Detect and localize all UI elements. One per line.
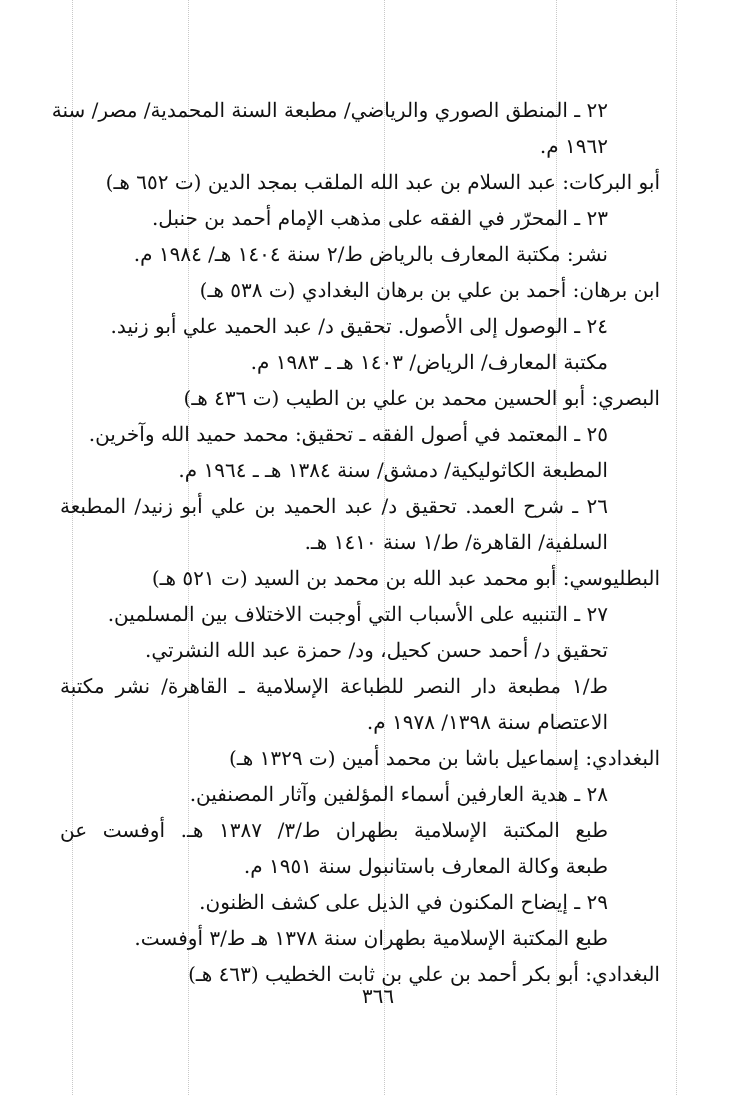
scan-gutter-line (676, 0, 677, 1095)
entry-text-line: ٢٦ ـ شرح العمد. تحقيق د/ عبد الحميد بن علي أبو زنيد/ المطبعة (60, 494, 608, 518)
entry-text-line: ٢٥ ـ المعتمد في أصول الفقه ـ تحقيق: محمد حميد الله وآخرين. (88, 422, 608, 446)
author-heading: البغدادي: إسماعيل باشا بن محمد أمين (ت ١٣٢٩ هـ) (229, 746, 660, 770)
entry-text-line: ٢٩ ـ إيضاح المكنون في الذيل على كشف الظنون. (199, 890, 608, 914)
entry-text-line: ٢٣ ـ المحرّر في الفقه على مذهب الإمام أحمد بن حنبل. (151, 206, 608, 230)
author-heading: البطليوسي: أبو محمد عبد الله بن محمد بن السيد (ت ٥٢١ هـ) (151, 566, 660, 590)
author-heading: البغدادي: أبو بكر أحمد بن علي بن ثابت الخطيب (٤٦٣ هـ) (188, 962, 660, 986)
author-heading: ابن برهان: أحمد بن علي بن برهان البغدادي (ت ٥٣٨ هـ) (199, 278, 660, 302)
author-heading: أبو البركات: عبد السلام بن عبد الله الملقب بمجد الدين (ت ٦٥٢ هـ) (105, 170, 660, 194)
entry-text-line: ط/١ مطبعة دار النصر للطباعة الإسلامية ـ القاهرة/ نشر مكتبة (60, 674, 608, 698)
bibliography-page (51, 92, 660, 992)
entry-text-line: المطبعة الكاثوليكية/ دمشق/ سنة ١٣٨٤ هـ ـ ١٩٦٤ م. (178, 458, 608, 482)
entry-text-line: طبع المكتبة الإسلامية بطهران ط/٣/ ١٣٨٧ هـ. أوفست عن (60, 818, 608, 842)
entry-text-line: تحقيق د/ أحمد حسن كحيل، ود/ حمزة عبد الله النشرتي. (144, 638, 608, 662)
entry-text-line: طبعة وكالة المعارف باستانبول سنة ١٩٥١ م. (243, 854, 608, 878)
entry-text-line: ٢٤ ـ الوصول إلى الأصول. تحقيق د/ عبد الحميد علي أبو زنيد. (110, 314, 608, 338)
entry-text-line: ٢٢ ـ المنطق الصوري والرياضي/ مطبعة السنة المحمدية/ مصر/ سنة (51, 98, 608, 122)
entry-text-line: نشر: مكتبة المعارف بالرياض ط/٢ سنة ١٤٠٤ هـ/ ١٩٨٤ م. (133, 242, 608, 266)
entry-text-line: ٢٧ ـ التنبيه على الأسباب التي أوجبت الاختلاف بين المسلمين. (107, 602, 608, 626)
entry-text-line: السلفية/ القاهرة/ ط/١ سنة ١٤١٠ هـ. (304, 530, 608, 554)
entry-text-line: ٢٨ ـ هدية العارفين أسماء المؤلفين وآثار المصنفين. (189, 782, 608, 806)
entry-text-line: الاعتصام سنة ١٣٩٨/ ١٩٧٨ م. (366, 710, 608, 734)
author-heading: البصري: أبو الحسين محمد بن علي بن الطيب (ت ٤٣٦ هـ) (183, 386, 660, 410)
entry-text-line: ١٩٦٢ م. (539, 134, 608, 158)
entry-text-line: طبع المكتبة الإسلامية بطهران سنة ١٣٧٨ هـ ط/٣ أوفست. (134, 926, 608, 950)
page-number: ٣٦٦ (361, 984, 395, 1008)
entry-text-line: مكتبة المعارف/ الرياض/ ١٤٠٣ هـ ـ ١٩٨٣ م. (250, 350, 608, 374)
